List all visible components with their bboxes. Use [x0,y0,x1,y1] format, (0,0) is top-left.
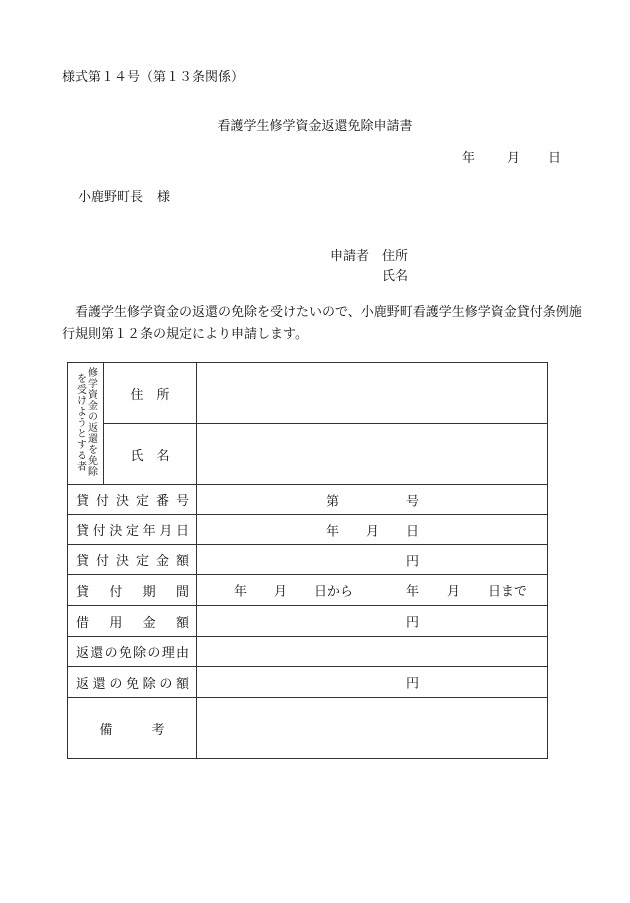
applicant-side-label: 修学資金の返還を免除を受けようとする者 [74,367,97,477]
table-row-loan-period [68,575,548,606]
loan-decision-number-suffix: 号 [406,494,420,509]
loan-decision-date-label: 貸付決定年月日 [68,515,197,545]
exemption-amount-unit: 円 [406,676,420,692]
table-row-remarks [68,698,548,759]
applicant-address-label: 住所 [382,249,409,264]
date-line [462,147,561,166]
table-row-address [68,363,548,424]
applicant-label: 申請者 [330,249,370,264]
loan-decision-date-month: 月 [366,524,380,539]
loan-period-label: 貸付期間 [68,575,197,606]
loan-period-from-day: 日から [314,584,354,600]
loan-decision-number-value[interactable] [197,485,548,515]
date-year: 年 [462,151,476,166]
exemption-amount-label: 返還の免除の額 [68,667,197,698]
borrowed-amount-label: 借用金額 [68,606,197,637]
loan-period-to-year: 年 [406,584,420,600]
loan-decision-date-year: 年 [326,524,340,539]
loan-period-value[interactable] [197,575,548,606]
table-address-value[interactable] [197,363,548,424]
table-address-label: 住 所 [104,363,197,424]
remarks-label: 備 考 [68,698,197,759]
table-row-loan-decision-date [68,515,548,545]
table-row-exemption-reason [68,637,548,667]
table-row-name [68,424,548,485]
form-number: 様式第１４号（第１３条関係） [62,70,245,85]
addressee-honorific: 様 [157,190,171,205]
application-table [67,362,548,759]
loan-period-from-year: 年 [234,584,248,600]
date-day: 日 [548,151,562,166]
loan-decision-date-day: 日 [406,524,420,539]
remarks-value[interactable] [197,698,548,759]
loan-decision-number-label: 貸付決定番号 [68,485,197,515]
table-name-label: 氏 名 [104,424,197,485]
loan-decision-amount-unit: 円 [406,554,420,569]
exemption-reason-label: 返還の免除の理由 [68,637,197,667]
document-title: 看護学生修学資金返還免除申請書 [217,119,413,134]
table-row-borrowed-amount [68,606,548,637]
exemption-amount-value[interactable] [197,667,548,698]
exemption-reason-value[interactable] [197,637,548,667]
applicant-name-label: 氏名 [382,269,409,284]
loan-decision-date-value[interactable] [197,515,548,545]
date-month: 月 [507,151,521,166]
borrowed-amount-value[interactable] [197,606,548,637]
table-row-loan-decision-amount [68,545,548,575]
application-statement: 看護学生修学資金の返還の免除を受けたいので、小鹿野町看護学生修学資金貸付条例施行規則第１２条の規定により申請します。 [62,305,582,342]
addressee-name: 小鹿野町長 [78,190,144,205]
borrowed-amount-unit: 円 [406,615,420,631]
loan-decision-number-prefix: 第 [326,494,340,509]
loan-period-from-month: 月 [274,584,288,600]
loan-decision-amount-value[interactable] [197,545,548,575]
table-name-value[interactable] [197,424,548,485]
table-row-exemption-amount [68,667,548,698]
applicant-side-label-cell [68,363,104,485]
addressee [78,186,170,205]
loan-decision-amount-label: 貸付決定金額 [68,545,197,575]
table-row-loan-decision-number [68,485,548,515]
loan-period-to-month: 月 [447,584,461,600]
loan-period-to-day: 日まで [488,584,528,600]
